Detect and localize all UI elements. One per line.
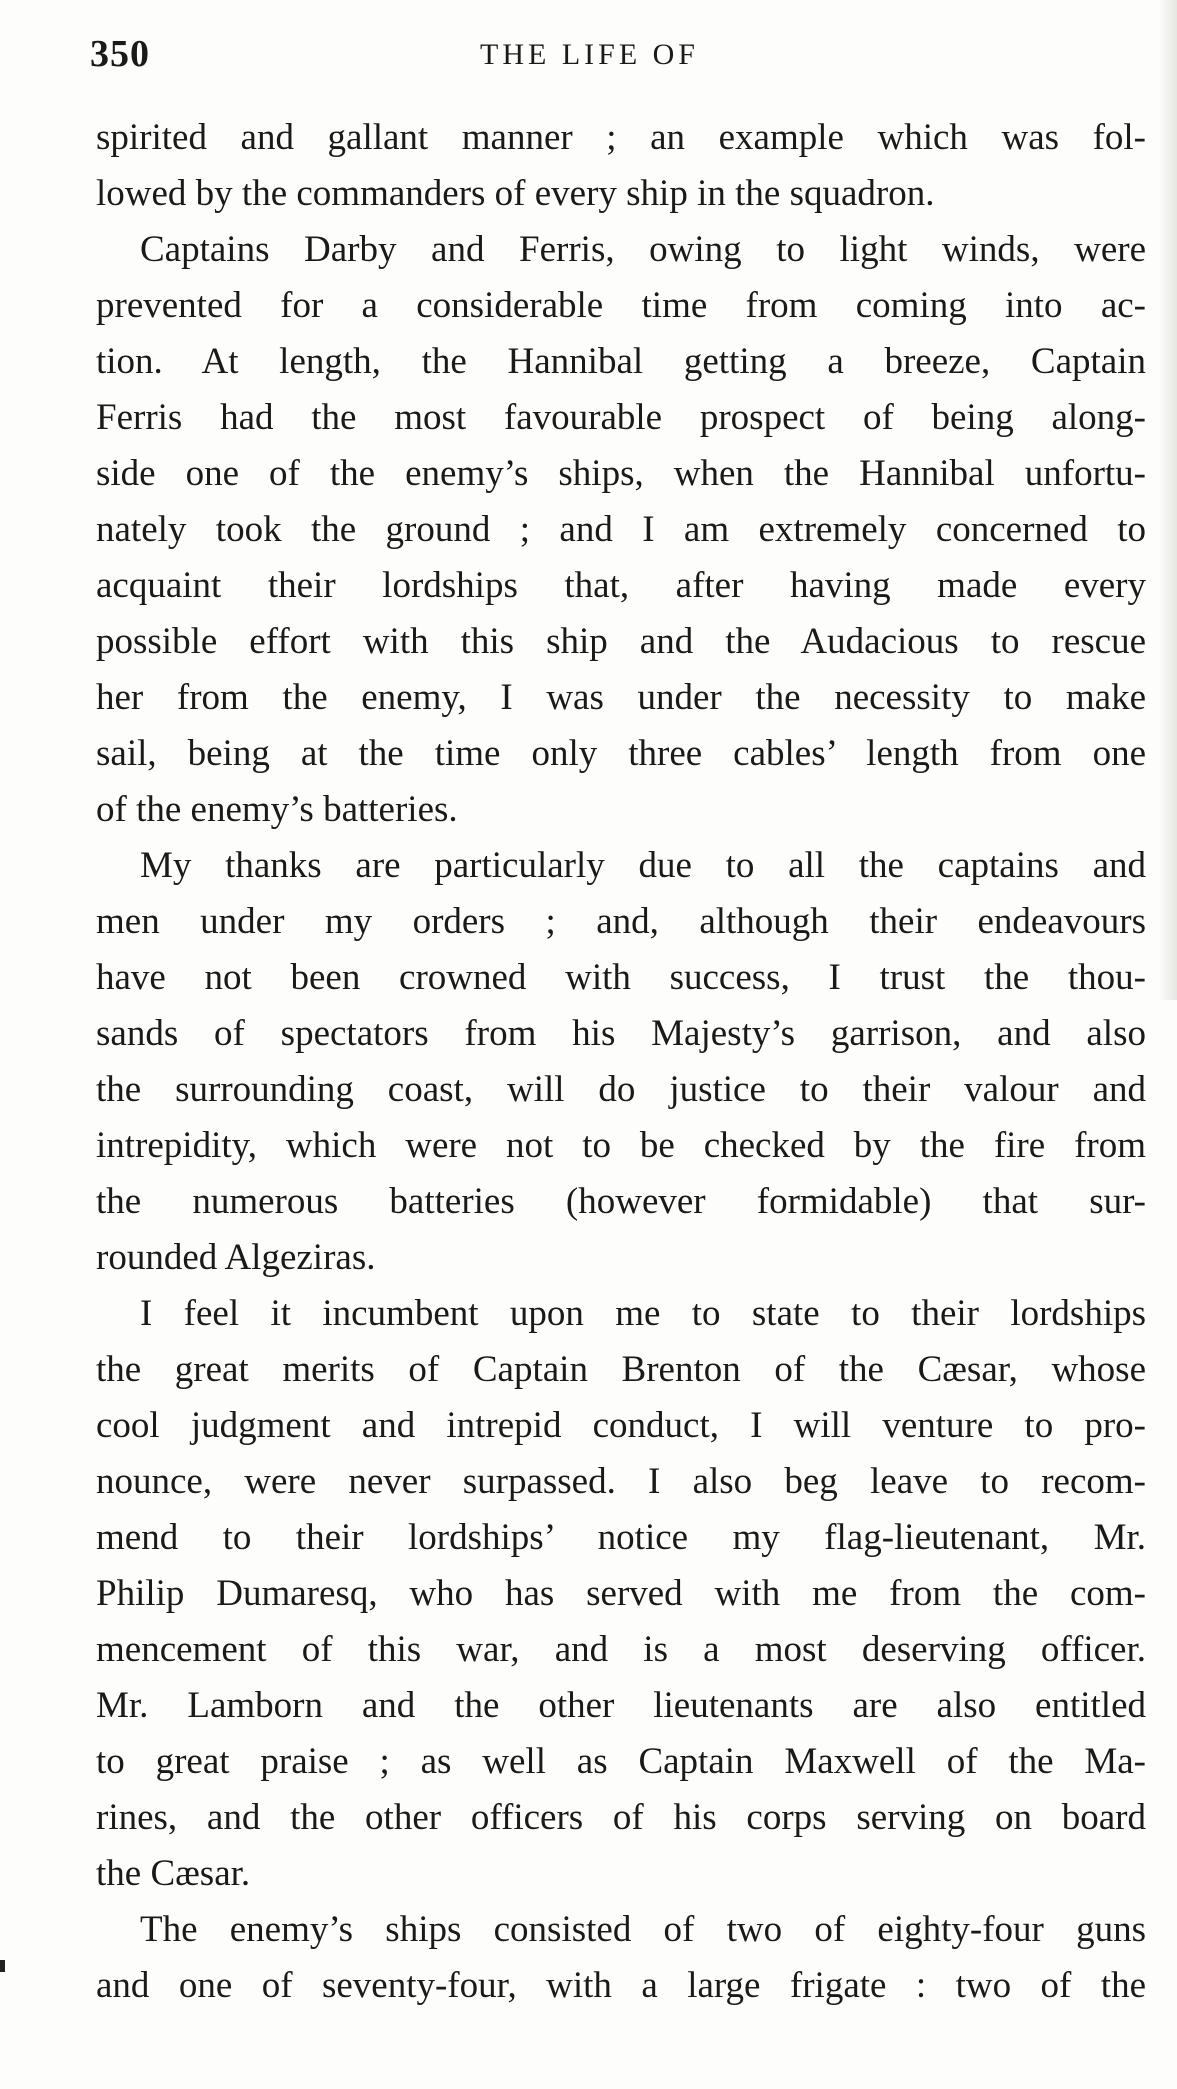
text-line: acquaint their lordships that, after having made every <box>96 565 1146 606</box>
text-line: to great praise ; as well as Captain Maxwell of the Ma- <box>96 1741 1146 1782</box>
text-line: rines, and the other officers of his corps serving on board <box>96 1797 1146 1838</box>
running-title: THE LIFE OF <box>480 38 699 71</box>
text-line: tion. At length, the Hannibal getting a breeze, Captain <box>96 341 1146 382</box>
page-number: 350 <box>90 33 150 75</box>
text-line: sands of spectators from his Majesty’s garrison, and also <box>96 1013 1146 1054</box>
paragraph <box>96 1286 1146 1902</box>
running-head <box>90 32 1150 82</box>
text-line: have not been crowned with success, I trust the thou- <box>96 957 1146 998</box>
text-line: Ferris had the most favourable prospect of being along- <box>96 397 1146 438</box>
text-line: rounded Algeziras. <box>96 1237 376 1278</box>
text-line: her from the enemy, I was under the necessity to make <box>96 677 1146 718</box>
text-line: cool judgment and intrepid conduct, I will venture to pro- <box>96 1405 1146 1446</box>
text-line: and one of seventy-four, with a large frigate : two of the <box>96 1965 1146 2006</box>
text-line: I feel it incumbent upon me to state to their lordships <box>140 1293 1146 1334</box>
text-line: of the enemy’s batteries. <box>96 789 458 830</box>
text-line: spirited and gallant manner ; an example which was fol- <box>96 117 1146 158</box>
text-line: The enemy’s ships consisted of two of eighty-four guns <box>140 1909 1146 1950</box>
text-line: My thanks are particularly due to all the captains and <box>140 845 1146 886</box>
margin-ink-mark <box>0 1960 5 1972</box>
text-line: possible effort with this ship and the Audacious to rescue <box>96 621 1146 662</box>
text-line: Philip Dumaresq, who has served with me from the com- <box>96 1573 1146 1614</box>
text-line: lowed by the commanders of every ship in the squadron. <box>96 173 935 214</box>
text-line: the Cæsar. <box>96 1853 251 1894</box>
text-line: side one of the enemy’s ships, when the Hannibal unfortu- <box>96 453 1146 494</box>
paragraph <box>96 222 1146 838</box>
text-line: mencement of this war, and is a most deserving officer. <box>96 1629 1146 1670</box>
text-line: intrepidity, which were not to be checked by the fire from <box>96 1125 1146 1166</box>
paragraph <box>96 110 1146 222</box>
page-edge-shadow <box>1159 0 1177 1000</box>
text-line: the surrounding coast, will do justice to their valour and <box>96 1069 1146 1110</box>
text-line: men under my orders ; and, although their endeavours <box>96 901 1146 942</box>
body-text <box>96 110 1146 2014</box>
text-line: prevented for a considerable time from coming into ac- <box>96 285 1146 326</box>
text-line: mend to their lordships’ notice my flag-lieutenant, Mr. <box>96 1517 1146 1558</box>
paragraph <box>96 838 1146 1286</box>
text-line: Mr. Lamborn and the other lieutenants are also entitled <box>96 1685 1146 1726</box>
text-line: nounce, were never surpassed. I also beg leave to recom- <box>96 1461 1146 1502</box>
text-line: the great merits of Captain Brenton of the Cæsar, whose <box>96 1349 1146 1390</box>
text-line: Captains Darby and Ferris, owing to light winds, were <box>140 229 1146 270</box>
text-line: nately took the ground ; and I am extremely concerned to <box>96 509 1146 550</box>
text-line: the numerous batteries (however formidable) that sur- <box>96 1181 1146 1222</box>
paragraph <box>96 1902 1146 2014</box>
text-line: sail, being at the time only three cables’ length from one <box>96 733 1146 774</box>
